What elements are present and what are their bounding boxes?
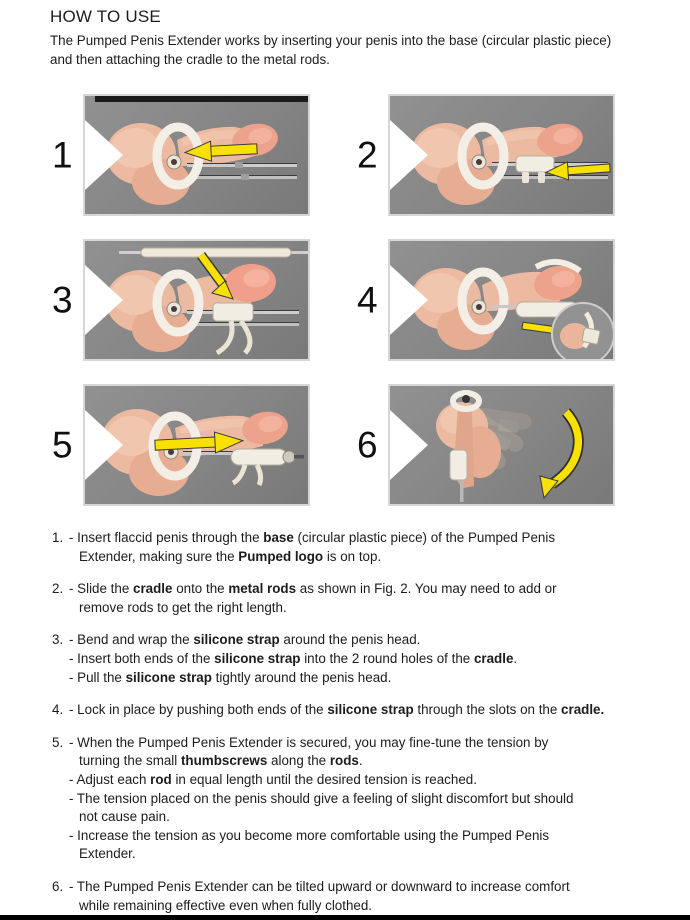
figure-step-1 bbox=[52, 96, 308, 214]
instruction-line: while remaining effective even when fully clothed. bbox=[79, 897, 373, 913]
figure-5-number: 5 bbox=[52, 424, 73, 466]
figure-1-photo-illustration bbox=[85, 96, 308, 214]
instruction-line: - Insert flaccid penis through the base (circular plastic piece) of the Pumped Penis bbox=[69, 530, 556, 545]
instruction-line: turning the small thumbscrews along the rods. bbox=[79, 753, 363, 769]
instruction-line: remove rods to get the right length. bbox=[79, 599, 287, 615]
figure-4-photo-illustration bbox=[390, 241, 613, 359]
figure-step-3 bbox=[52, 241, 308, 359]
instruction-item-1 bbox=[52, 529, 650, 566]
figure-2-number: 2 bbox=[357, 134, 378, 176]
instruction-line: Extender, making sure the Pumped logo is on top. bbox=[79, 548, 382, 564]
instruction-item-5 bbox=[52, 734, 650, 864]
instruction-line: - Insert both ends of the silicone strap into the 2 round holes of the cradle. bbox=[69, 650, 518, 666]
instruction-list bbox=[52, 529, 650, 915]
figure-5-photo-illustration bbox=[85, 386, 308, 504]
instruction-line: Extender. bbox=[79, 846, 136, 862]
figure-step-6 bbox=[357, 386, 613, 504]
page-title: HOW TO USE bbox=[50, 7, 161, 26]
figure-step-5 bbox=[52, 386, 308, 504]
instruction-number: 4. bbox=[52, 702, 64, 718]
instruction-number: 2. bbox=[52, 581, 64, 597]
figure-6-number: 6 bbox=[357, 424, 378, 466]
instruction-line: - Increase the tension as you become more comfortable using the Pumped Penis bbox=[69, 827, 550, 843]
figure-6-photo-illustration bbox=[390, 386, 613, 504]
instruction-line: - The tension placed on the penis should give a feeling of slight discomfort but should bbox=[69, 790, 574, 806]
instruction-item-2 bbox=[52, 580, 650, 617]
instruction-line: not cause pain. bbox=[79, 809, 170, 825]
figure-grid bbox=[52, 96, 650, 504]
instruction-number: 3. bbox=[52, 632, 64, 648]
figure-2-photo-illustration bbox=[390, 96, 613, 214]
instruction-line: - The Pumped Penis Extender can be tilted upward or downward to increase comfort bbox=[69, 878, 570, 894]
instruction-line: - Bend and wrap the silicone strap around the penis head. bbox=[69, 632, 421, 648]
instruction-line: - When the Pumped Penis Extender is secured, you may fine-tune the tension by bbox=[69, 734, 549, 750]
instruction-line: - Pull the silicone strap tightly around the penis head. bbox=[69, 669, 392, 685]
instruction-number: 1. bbox=[52, 530, 64, 545]
figure-4-number: 4 bbox=[357, 279, 378, 321]
instruction-line: - Adjust each rod in equal length until the desired tension is reached. bbox=[69, 771, 477, 787]
figure-3-number: 3 bbox=[52, 279, 73, 321]
instruction-line: - Slide the cradle onto the metal rods as shown in Fig. 2. You may need to add or bbox=[69, 581, 557, 597]
instruction-number: 6. bbox=[52, 878, 64, 894]
detail-inset-circle bbox=[552, 303, 613, 359]
figure-step-4 bbox=[357, 241, 613, 359]
figure-1-number: 1 bbox=[52, 134, 73, 176]
bottom-edge-bar bbox=[0, 915, 690, 920]
instruction-item-6 bbox=[52, 878, 650, 915]
figure-step-2 bbox=[357, 96, 613, 214]
figure-3-photo-illustration bbox=[85, 241, 308, 359]
instruction-line: - Lock in place by pushing both ends of the silicone strap through the slots on the cradle. bbox=[69, 702, 605, 718]
intro-text: The Pumped Penis Extender works by inserting your penis into the base (circular plastic piece) and then attaching the cradle to the metal rods. bbox=[50, 33, 612, 67]
instruction-number: 5. bbox=[52, 734, 64, 750]
arrow-curved-down-icon bbox=[540, 412, 578, 498]
instruction-item-3 bbox=[52, 631, 650, 687]
instruction-item-4 bbox=[52, 701, 650, 720]
